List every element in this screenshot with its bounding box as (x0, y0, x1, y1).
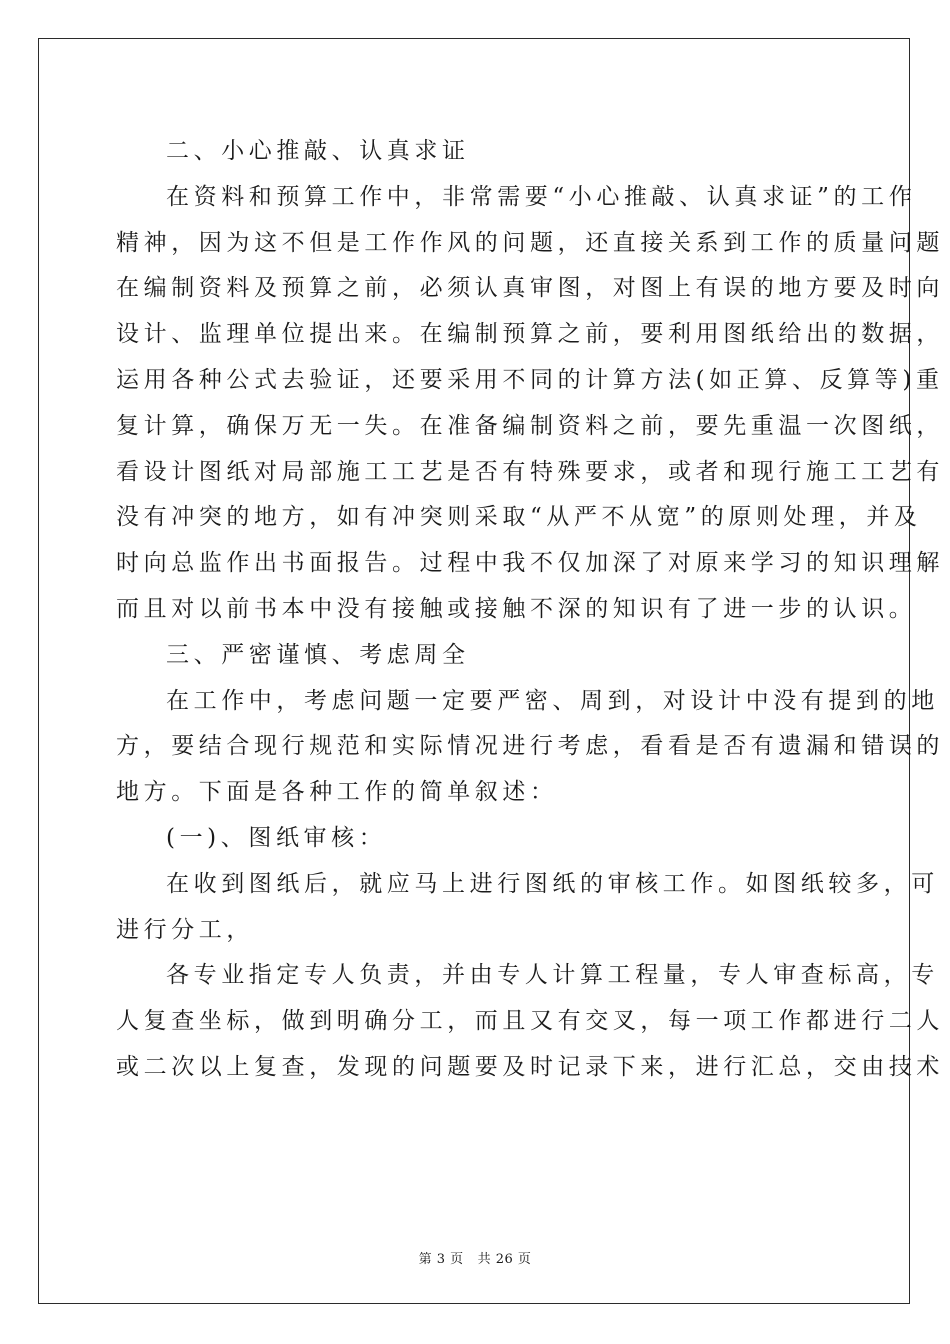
paragraph-line: 人复查坐标，做到明确分工，而且又有交叉，每一项工作都进行二人 (116, 1008, 944, 1035)
paragraph-line: 在编制资料及预算之前，必须认真审图，对图上有误的地方要及时向 (116, 275, 944, 302)
page-number: 第 3 页 (418, 1252, 464, 1267)
page-total: 共 26 页 (477, 1252, 532, 1267)
subsection-heading: (一)、图纸审核： (166, 824, 387, 851)
paragraph-line: 方，要结合现行规范和实际情况进行考虑，看看是否有遗漏和错误的 (116, 733, 944, 760)
paragraph-line: 看设计图纸对局部施工工艺是否有特殊要求，或者和现行施工工艺有 (116, 458, 944, 485)
section-heading: 三、严密谨慎、考虑周全 (166, 641, 470, 668)
paragraph-line: 运用各种公式去验证，还要采用不同的计算方法(如正算、反算等)重 (116, 366, 944, 393)
paragraph-line: 设计、监理单位提出来。在编制预算之前，要利用图纸给出的数据， (116, 321, 944, 348)
paragraph-line: 在工作中，考虑问题一定要严密、周到，对设计中没有提到的地 (166, 687, 939, 714)
document-body (116, 129, 944, 1091)
paragraph-line: 进行分工， (116, 916, 254, 943)
paragraph-line: 或二次以上复查，发现的问题要及时记录下来，进行汇总，交由技术 (116, 1053, 944, 1080)
paragraph-line: 各专业指定专人负责，并由专人计算工程量，专人审查标高，专 (166, 962, 939, 989)
paragraph-line: 在资料和预算工作中，非常需要“小心推敲、认真求证”的工作 (166, 183, 917, 210)
paragraph-line: 精神，因为这不但是工作作风的问题，还直接关系到工作的质量问题 (116, 229, 944, 256)
section-heading: 二、小心推敲、认真求证 (166, 138, 470, 164)
paragraph-line: 时向总监作出书面报告。过程中我不仅加深了对原来学习的知识理解 (116, 550, 944, 577)
paragraph-line: 地方。下面是各种工作的简单叙述： (116, 779, 558, 806)
paragraph-line: 在收到图纸后，就应马上进行图纸的审核工作。如图纸较多，可 (166, 870, 939, 897)
paragraph-line: 复计算，确保万无一失。在准备编制资料之前，要先重温一次图纸， (116, 412, 944, 439)
page-footer (0, 1248, 950, 1267)
paragraph-line: 没有冲突的地方，如有冲突则采取“从严不从宽”的原则处理，并及 (116, 504, 922, 531)
paragraph-line: 而且对以前书本中没有接触或接触不深的知识有了进一步的认识。 (116, 595, 917, 622)
